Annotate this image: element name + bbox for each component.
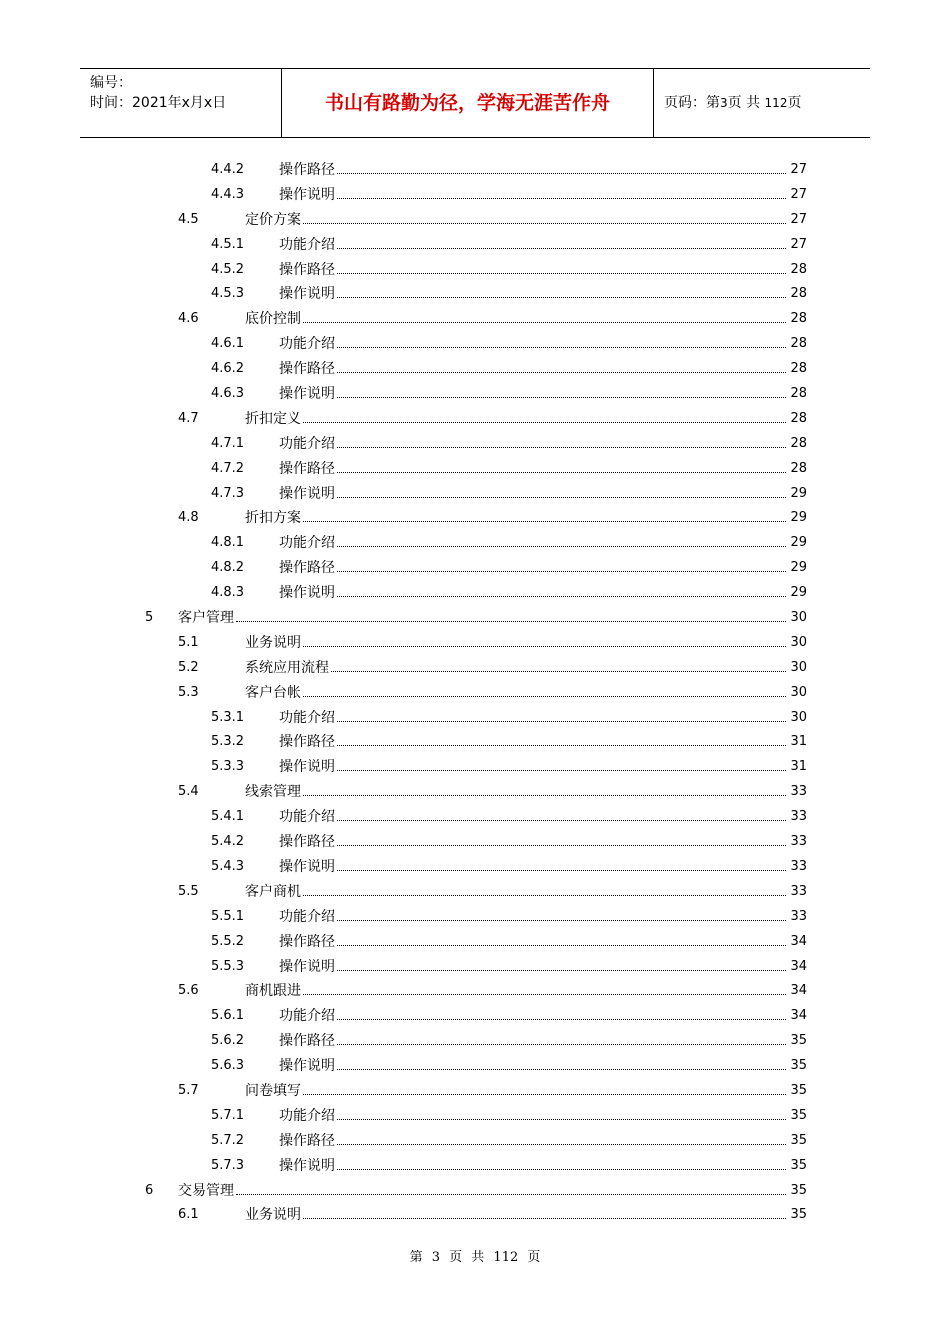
toc-entry-title: 客户台帐 (245, 684, 301, 701)
toc-entry-number: 5.4.2 (211, 834, 245, 850)
document-number-label: 编号： (90, 75, 132, 91)
toc-entry[interactable] (0, 955, 950, 980)
toc-entry-number: 5.4.1 (211, 809, 245, 825)
toc-leader-dots (337, 870, 786, 871)
toc-leader-dots (303, 422, 786, 423)
toc-entry-number: 4.6.3 (211, 386, 245, 402)
toc-entry-title: 操作说明 (279, 186, 335, 203)
toc-leader-dots (337, 770, 786, 771)
toc-entry-page: 35 (790, 1132, 807, 1148)
toc-entry-title-line (245, 780, 786, 805)
toc-entry-page: 35 (790, 1033, 807, 1049)
toc-entry-title-line (279, 706, 786, 731)
toc-entry-title: 操作路径 (279, 1033, 335, 1050)
toc-entry-page: 28 (790, 361, 807, 377)
toc-entry-title-line (279, 432, 786, 457)
toc-entry-page: 34 (790, 958, 807, 974)
toc-entry-title-line (245, 880, 786, 905)
page-footer: 第 3 页 共 112 页 (409, 1250, 541, 1265)
toc-entry-page: 33 (790, 883, 807, 899)
toc-entry-title: 操作说明 (279, 1058, 335, 1075)
toc-entry-page: 33 (790, 858, 807, 874)
toc-leader-dots (303, 521, 786, 522)
toc-leader-dots (303, 1218, 786, 1219)
toc-entry-title-line (279, 855, 786, 880)
page-header (80, 68, 870, 138)
toc-entry[interactable] (0, 730, 950, 755)
toc-leader-dots (337, 1069, 786, 1070)
toc-entry-page: 30 (790, 634, 807, 650)
toc-entry-number: 4.4.3 (211, 186, 245, 202)
toc-entry-page: 27 (790, 211, 807, 227)
toc-leader-dots (337, 447, 786, 448)
toc-entry[interactable] (0, 631, 950, 656)
toc-entry-page: 35 (790, 1157, 807, 1173)
page-mid: 页 共 (727, 95, 761, 111)
toc-entry-title-line (279, 1104, 786, 1129)
toc-entry-title: 客户商机 (245, 883, 301, 900)
toc-entry-number: 5.6.3 (211, 1058, 245, 1074)
toc-entry[interactable] (0, 1203, 950, 1228)
toc-entry-title-line (245, 656, 786, 681)
toc-entry-number: 4.7 (178, 410, 199, 426)
toc-leader-dots (303, 1094, 786, 1095)
toc-entry-page: 35 (790, 1107, 807, 1123)
toc-entry-page: 29 (790, 485, 807, 501)
toc-entry[interactable] (0, 332, 950, 357)
page-current: 3 (720, 96, 728, 110)
toc-entry-number: 4.7.3 (211, 485, 245, 501)
toc-entry[interactable] (0, 979, 950, 1004)
toc-entry-title-line (279, 730, 786, 755)
toc-entry-title: 业务说明 (245, 1207, 301, 1224)
toc-entry-page: 28 (790, 410, 807, 426)
toc-entry[interactable] (0, 382, 950, 407)
toc-entry-title-line (178, 606, 786, 631)
toc-entry-title-line (279, 1004, 786, 1029)
toc-leader-dots (236, 1194, 786, 1195)
toc-entry-title: 交易管理 (178, 1182, 234, 1199)
toc-entry-number: 4.5 (178, 211, 199, 227)
toc-entry-page: 34 (790, 1008, 807, 1024)
toc-entry-number: 5 (145, 610, 154, 626)
toc-entry-number: 5.3.1 (211, 709, 245, 725)
toc-entry-title: 定价方案 (245, 211, 301, 228)
toc-entry-number: 6.1 (178, 1207, 199, 1223)
toc-leader-dots (337, 1019, 786, 1020)
toc-entry-number: 5.5.3 (211, 958, 245, 974)
toc-leader-dots (337, 497, 786, 498)
toc-entry-title-line (245, 681, 786, 706)
toc-entry-title: 业务说明 (245, 634, 301, 651)
toc-entry-number: 4.8 (178, 510, 199, 526)
toc-entry-page: 27 (790, 186, 807, 202)
toc-entry-title-line (279, 1054, 786, 1079)
toc-entry-title-line (279, 531, 786, 556)
toc-entry-page: 28 (790, 386, 807, 402)
toc-entry-page: 27 (790, 162, 807, 177)
toc-entry-number: 4.8.1 (211, 535, 245, 551)
toc-entry-page: 33 (790, 908, 807, 924)
toc-entry[interactable] (0, 855, 950, 880)
toc-leader-dots (337, 297, 786, 298)
toc-entry[interactable] (0, 1104, 950, 1129)
toc-entry-title: 操作说明 (279, 386, 335, 403)
toc-entry-title-line (279, 482, 786, 507)
page-suffix: 页 (787, 95, 802, 111)
toc-entry-title-line (245, 1203, 786, 1228)
toc-entry-title-line (279, 158, 786, 183)
toc-entry-page: 29 (790, 560, 807, 576)
toc-leader-dots (337, 173, 786, 174)
toc-entry-page: 35 (790, 1082, 807, 1098)
toc-leader-dots (337, 1169, 786, 1170)
toc-entry-number: 5.6.2 (211, 1033, 245, 1049)
toc-entry-title: 折扣定义 (245, 410, 301, 427)
toc-leader-dots (331, 671, 786, 672)
toc-entry-title-line (279, 1154, 786, 1179)
toc-entry[interactable] (0, 780, 950, 805)
toc-entry-number: 5.4.3 (211, 858, 245, 874)
toc-leader-dots (337, 472, 786, 473)
table-of-contents (0, 158, 950, 1228)
toc-entry-title: 功能介绍 (279, 1107, 335, 1124)
toc-entry-title-line (279, 1029, 786, 1054)
toc-entry-title: 操作说明 (279, 286, 335, 303)
document-time-label: 时间：2021年x月x日 (90, 95, 227, 111)
page-total: 112 (764, 96, 788, 110)
toc-entry[interactable] (0, 357, 950, 382)
toc-entry-number: 5.5.2 (211, 933, 245, 949)
toc-entry-title-line (279, 258, 786, 283)
toc-entry[interactable] (0, 183, 950, 208)
toc-entry[interactable] (0, 208, 950, 233)
toc-entry[interactable] (0, 1154, 950, 1179)
toc-entry-page: 29 (790, 535, 807, 551)
toc-leader-dots (303, 994, 786, 995)
toc-entry-title-line (279, 282, 786, 307)
toc-entry-number: 4.4.2 (211, 162, 245, 177)
toc-leader-dots (303, 795, 786, 796)
toc-entry[interactable] (0, 1129, 950, 1154)
toc-leader-dots (337, 1119, 786, 1120)
toc-entry[interactable] (0, 1179, 950, 1204)
toc-entry-title-line (279, 457, 786, 482)
toc-entry-title-line (279, 1129, 786, 1154)
toc-entry-number: 5.5.1 (211, 908, 245, 924)
toc-entry-title-line (279, 830, 786, 855)
toc-entry-title: 操作路径 (279, 261, 335, 278)
toc-entry-title-line (245, 1079, 786, 1104)
toc-leader-dots (337, 920, 786, 921)
toc-entry-title: 系统应用流程 (245, 659, 329, 676)
toc-entry-title: 操作路径 (279, 361, 335, 378)
toc-leader-dots (337, 945, 786, 946)
toc-entry-title: 功能介绍 (279, 908, 335, 925)
toc-entry-title: 底价控制 (245, 311, 301, 328)
toc-leader-dots (337, 820, 786, 821)
toc-entry-title-line (279, 556, 786, 581)
toc-entry[interactable] (0, 233, 950, 258)
toc-leader-dots (337, 845, 786, 846)
toc-entry-title: 操作路径 (279, 834, 335, 851)
toc-entry-title: 功能介绍 (279, 535, 335, 552)
toc-entry-title-line (245, 631, 786, 656)
toc-entry-title-line (245, 307, 786, 332)
toc-entry-page: 33 (790, 809, 807, 825)
toc-leader-dots (337, 1044, 786, 1045)
toc-entry-title-line (178, 1179, 786, 1204)
toc-entry-number: 4.5.2 (211, 261, 245, 277)
toc-leader-dots (337, 248, 786, 249)
toc-entry[interactable] (0, 556, 950, 581)
toc-entry[interactable] (0, 258, 950, 283)
toc-entry-title: 功能介绍 (279, 236, 335, 253)
toc-entry[interactable] (0, 706, 950, 731)
toc-entry-page: 30 (790, 709, 807, 725)
toc-entry[interactable] (0, 880, 950, 905)
toc-leader-dots (337, 273, 786, 274)
toc-entry-title-line (279, 233, 786, 258)
toc-entry-title: 线索管理 (245, 784, 301, 801)
toc-entry-title: 操作路径 (279, 1132, 335, 1149)
toc-leader-dots (337, 745, 786, 746)
toc-entry-title: 问卷填写 (245, 1082, 301, 1099)
toc-entry-number: 4.6 (178, 311, 199, 327)
toc-entry-number: 4.6.1 (211, 336, 245, 352)
toc-entry-page: 30 (790, 610, 807, 626)
toc-entry-page: 34 (790, 933, 807, 949)
toc-entry-number: 4.8.3 (211, 585, 245, 601)
toc-entry-page: 28 (790, 435, 807, 451)
toc-entry-title-line (279, 183, 786, 208)
toc-entry[interactable] (0, 830, 950, 855)
toc-leader-dots (337, 347, 786, 348)
toc-entry[interactable] (0, 1054, 950, 1079)
toc-leader-dots (337, 1144, 786, 1145)
toc-entry-title-line (279, 905, 786, 930)
toc-entry[interactable] (0, 1079, 950, 1104)
toc-entry-title: 操作路径 (279, 734, 335, 751)
toc-entry-number: 5.7.1 (211, 1107, 245, 1123)
toc-entry-title: 操作说明 (279, 759, 335, 776)
toc-entry-title-line (245, 208, 786, 233)
toc-leader-dots (337, 372, 786, 373)
toc-leader-dots (337, 970, 786, 971)
toc-entry-title-line (279, 382, 786, 407)
toc-entry[interactable] (0, 656, 950, 681)
toc-leader-dots (337, 198, 786, 199)
toc-leader-dots (303, 895, 786, 896)
toc-entry-title: 折扣方案 (245, 510, 301, 527)
toc-entry-title: 操作路径 (279, 560, 335, 577)
toc-entry-title: 操作说明 (279, 958, 335, 975)
toc-entry-title: 功能介绍 (279, 809, 335, 826)
toc-entry-title-line (245, 506, 786, 531)
toc-entry[interactable] (0, 581, 950, 606)
toc-entry-number: 5.7 (178, 1082, 199, 1098)
toc-entry[interactable] (0, 930, 950, 955)
toc-leader-dots (337, 571, 786, 572)
toc-leader-dots (303, 646, 786, 647)
toc-entry-page: 31 (790, 759, 807, 775)
toc-leader-dots (337, 546, 786, 547)
toc-entry-title-line (279, 332, 786, 357)
toc-entry-title: 功能介绍 (279, 1008, 335, 1025)
header-page-info (654, 69, 870, 137)
toc-entry-title: 功能介绍 (279, 336, 335, 353)
toc-entry-title-line (279, 955, 786, 980)
toc-leader-dots (303, 322, 786, 323)
toc-entry-page: 35 (790, 1207, 807, 1223)
toc-entry[interactable] (0, 457, 950, 482)
toc-entry-title: 功能介绍 (279, 709, 335, 726)
toc-entry-title: 操作说明 (279, 485, 335, 502)
toc-entry-title-line (245, 407, 786, 432)
toc-entry-page: 33 (790, 834, 807, 850)
toc-entry-title: 操作说明 (279, 1157, 335, 1174)
toc-entry-number: 4.8.2 (211, 560, 245, 576)
toc-entry-title: 操作说明 (279, 585, 335, 602)
toc-entry[interactable] (0, 482, 950, 507)
toc-entry-number: 4.7.1 (211, 435, 245, 451)
toc-entry-title-line (245, 979, 786, 1004)
page-prefix: 页码：第 (664, 95, 720, 111)
toc-entry-number: 5.7.2 (211, 1132, 245, 1148)
toc-leader-dots (337, 397, 786, 398)
toc-entry-title: 操作路径 (279, 933, 335, 950)
toc-leader-dots (236, 621, 786, 622)
toc-entry-number: 4.5.1 (211, 236, 245, 252)
header-meta (80, 69, 282, 137)
toc-entry-number: 5.3 (178, 684, 199, 700)
toc-entry-page: 31 (790, 734, 807, 750)
toc-entry[interactable] (0, 531, 950, 556)
toc-entry-page: 28 (790, 336, 807, 352)
toc-leader-dots (337, 596, 786, 597)
toc-entry-title-line (279, 357, 786, 382)
toc-entry-title-line (279, 755, 786, 780)
toc-entry-title-line (279, 930, 786, 955)
toc-leader-dots (337, 721, 786, 722)
toc-entry[interactable] (0, 1029, 950, 1054)
toc-entry-number: 5.1 (178, 634, 199, 650)
toc-entry-number: 4.7.2 (211, 460, 245, 476)
toc-entry-title: 操作说明 (279, 858, 335, 875)
toc-entry[interactable] (0, 158, 950, 183)
toc-entry[interactable] (0, 1004, 950, 1029)
toc-entry-number: 4.6.2 (211, 361, 245, 377)
toc-entry-title: 操作路径 (279, 162, 335, 178)
toc-entry-page: 33 (790, 784, 807, 800)
toc-entry-page: 27 (790, 236, 807, 252)
toc-entry[interactable] (0, 282, 950, 307)
toc-entry-number: 5.4 (178, 784, 199, 800)
toc-entry-title: 操作路径 (279, 460, 335, 477)
toc-entry-title: 客户管理 (178, 610, 234, 627)
toc-entry-page: 35 (790, 1058, 807, 1074)
toc-entry-page: 35 (790, 1182, 807, 1198)
toc-entry-number: 5.2 (178, 659, 199, 675)
toc-entry[interactable] (0, 307, 950, 332)
toc-entry[interactable] (0, 905, 950, 930)
toc-entry-title-line (279, 805, 786, 830)
toc-entry[interactable] (0, 407, 950, 432)
toc-entry[interactable] (0, 432, 950, 457)
toc-entry[interactable] (0, 805, 950, 830)
toc-leader-dots (303, 223, 786, 224)
toc-entry-page: 30 (790, 659, 807, 675)
toc-entry-page: 28 (790, 286, 807, 302)
toc-entry-number: 5.3.2 (211, 734, 245, 750)
toc-entry-title-line (279, 581, 786, 606)
toc-entry-page: 28 (790, 261, 807, 277)
toc-entry-number: 5.7.3 (211, 1157, 245, 1173)
toc-entry[interactable] (0, 681, 950, 706)
toc-entry-page: 28 (790, 311, 807, 327)
toc-entry-page: 30 (790, 684, 807, 700)
toc-entry-page: 28 (790, 460, 807, 476)
toc-entry-number: 5.6 (178, 983, 199, 999)
header-motto: 书山有路勤为径，学海无涯苦作舟 (282, 69, 654, 137)
toc-entry-number: 5.3.3 (211, 759, 245, 775)
toc-entry[interactable] (0, 506, 950, 531)
toc-entry-number: 5.5 (178, 883, 199, 899)
toc-entry-number: 4.5.3 (211, 286, 245, 302)
toc-entry-page: 34 (790, 983, 807, 999)
toc-entry[interactable] (0, 606, 950, 631)
toc-entry-page: 29 (790, 585, 807, 601)
toc-entry-number: 5.6.1 (211, 1008, 245, 1024)
toc-leader-dots (303, 696, 786, 697)
toc-entry-title: 功能介绍 (279, 435, 335, 452)
toc-entry-title: 商机跟进 (245, 983, 301, 1000)
toc-entry-number: 6 (145, 1182, 154, 1198)
toc-entry-page: 29 (790, 510, 807, 526)
toc-entry[interactable] (0, 755, 950, 780)
